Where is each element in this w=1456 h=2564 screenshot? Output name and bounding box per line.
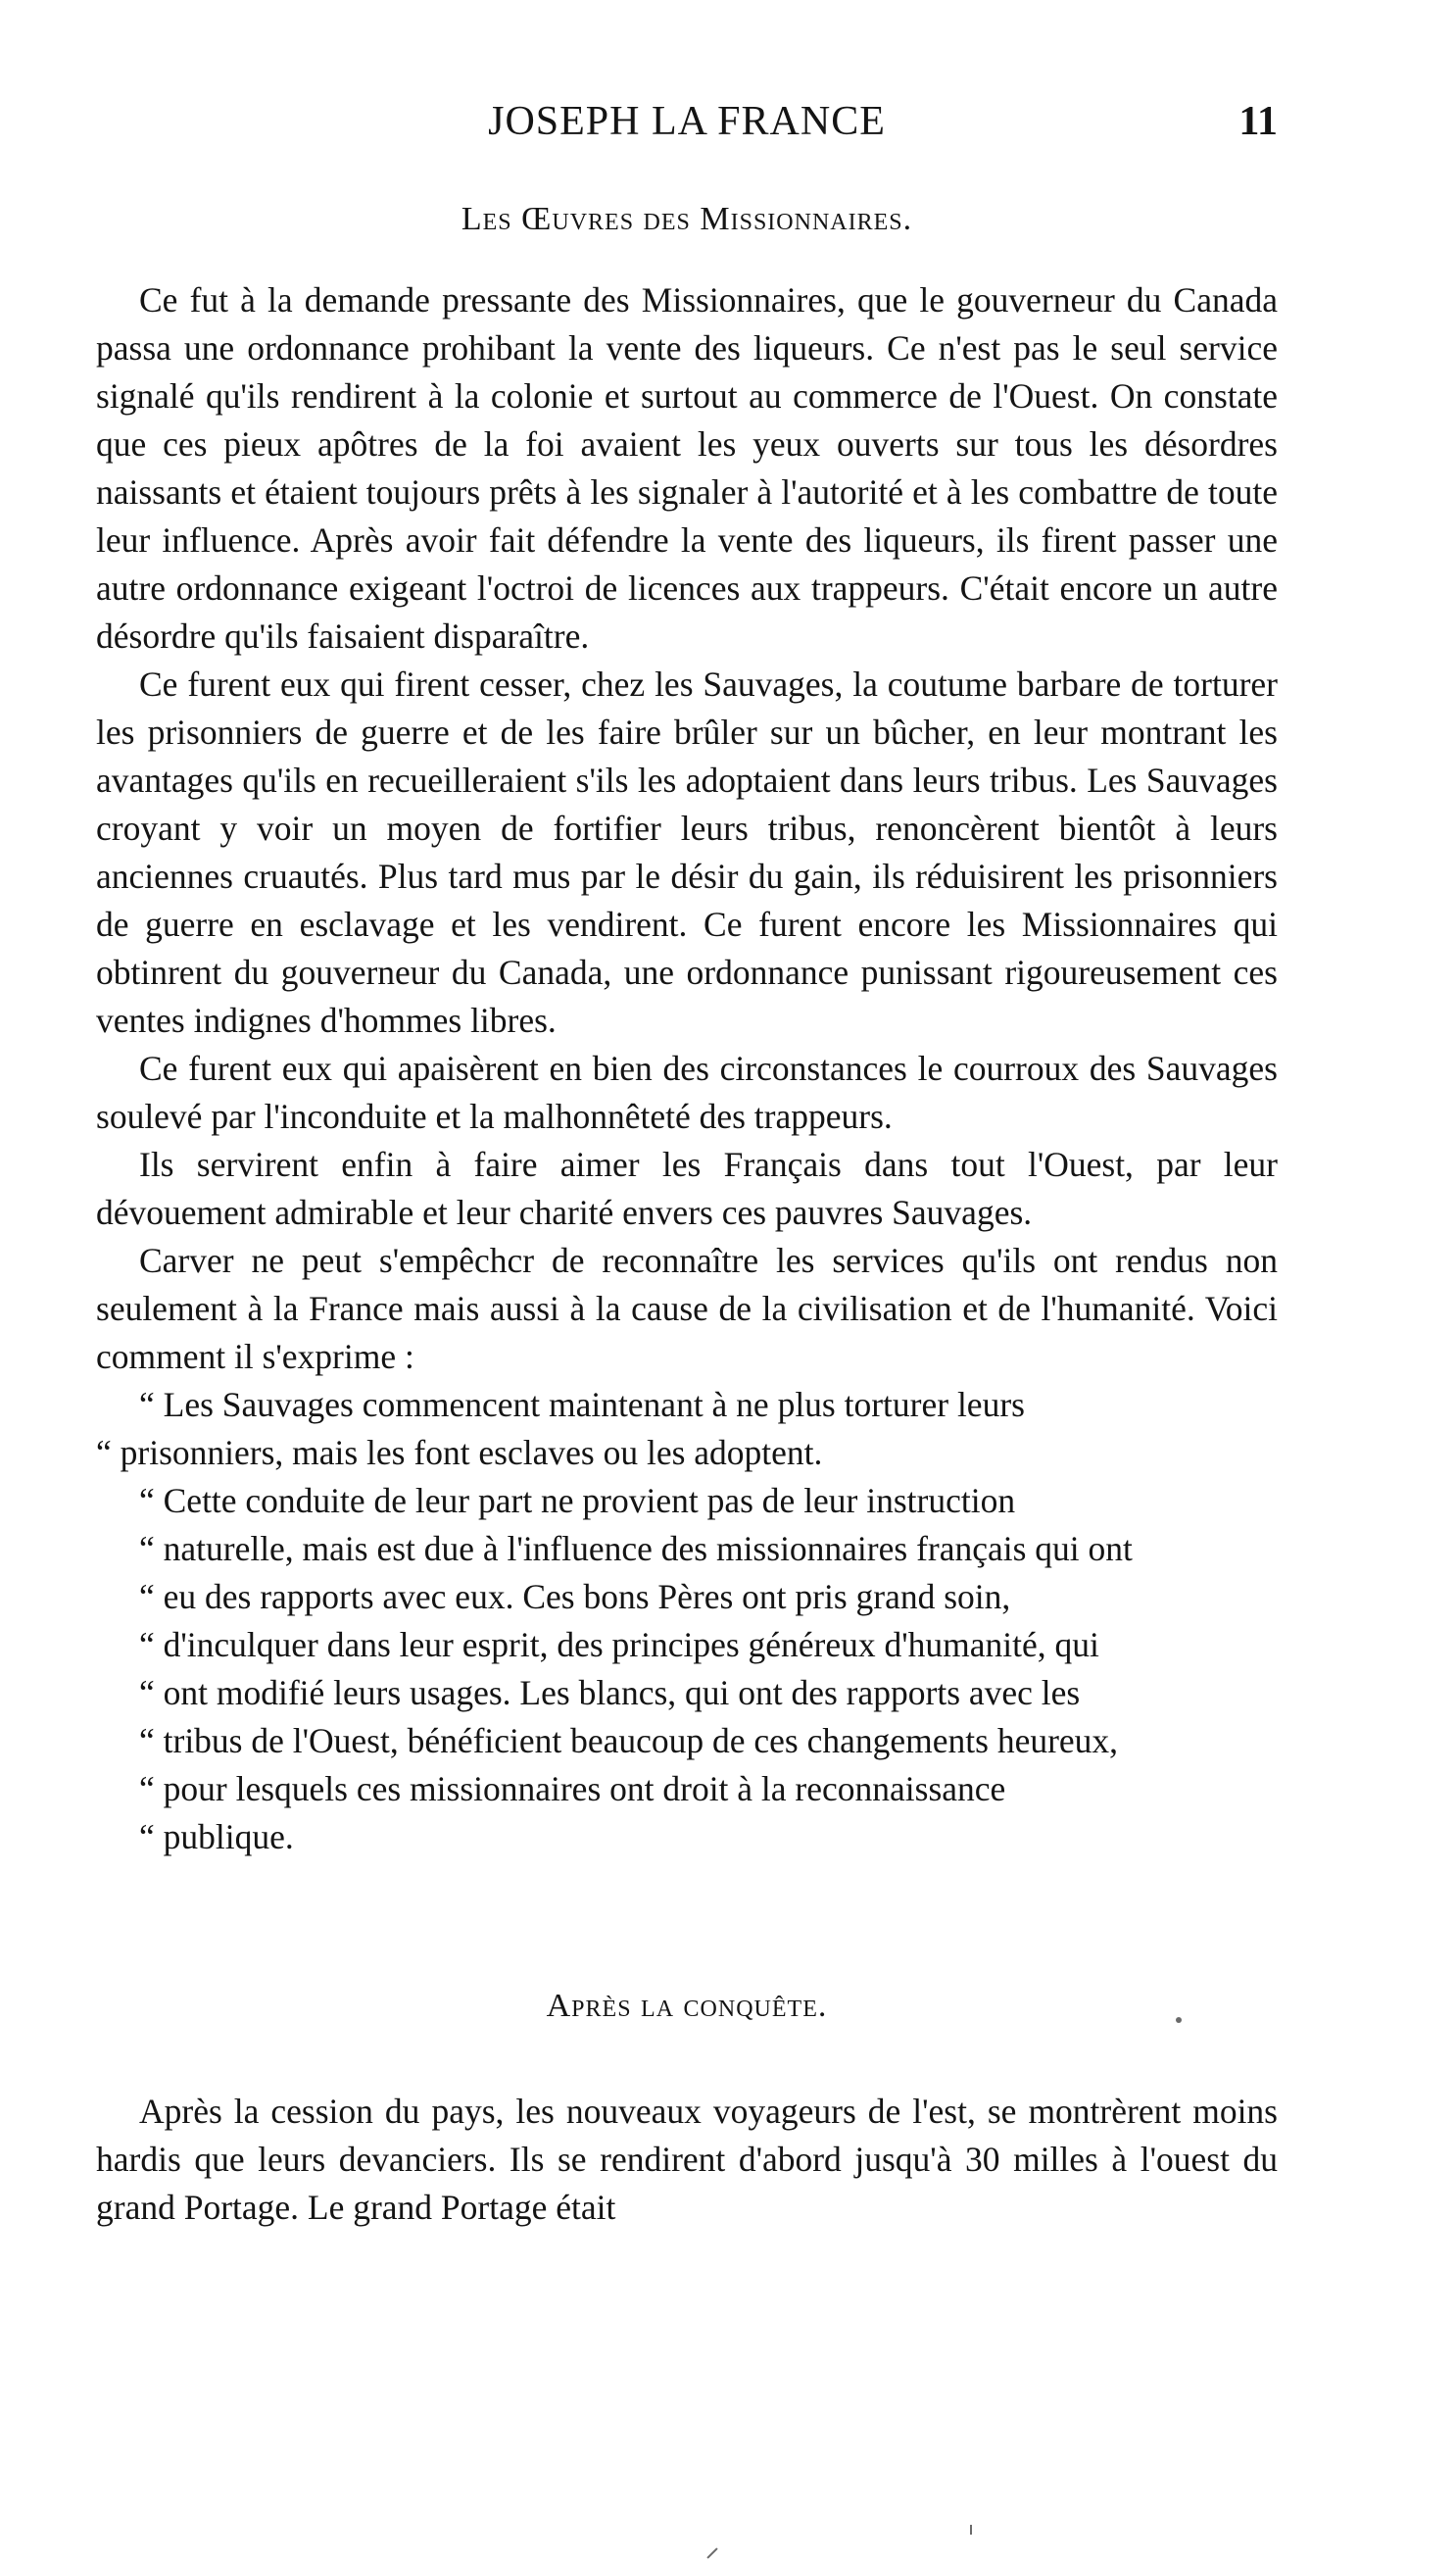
speck-mark	[970, 2525, 972, 2535]
running-head	[96, 98, 1278, 157]
paragraph: Ce furent eux qui apaisèrent en bien des circonstances le courroux des Sauvages soulevé par l'inconduite et la malhonnêteté des trappeurs.	[96, 1049, 1278, 1136]
quote-line: “ Les Sauvages commencent maintenant à ne plus torturer leurs	[139, 1385, 1025, 1424]
quote-line: “ publique.	[139, 1817, 294, 1856]
section-heading-after-conquest: Après la conquête.	[546, 1988, 828, 2024]
paragraph: Après la cession du pays, les nouveaux voyageurs de l'est, se montrèrent moins hardis que leurs devanciers. Ils se rendirent d'abord jusqu'à 30 milles à l'ouest du grand Portage. Le grand Portage était	[96, 2092, 1278, 2227]
section-body-missionaries	[96, 276, 1278, 1861]
section-body-after-conquest	[96, 2088, 1278, 2232]
quote-line: “ eu des rapports avec eux. Ces bons Pères ont pris grand soin,	[139, 1577, 1011, 1616]
quote-line: “ pour lesquels ces missionnaires ont droit à la reconnaissance	[139, 1769, 1006, 1808]
quote-line: “ tribus de l'Ouest, bénéficient beaucoup de ces changements heureux,	[139, 1721, 1119, 1760]
paragraph: Ce furent eux qui firent cesser, chez les Sauvages, la coutume barbare de torturer les prisonniers de guerre et de les faire brûler sur un bûcher, en leur montrant les avantages qu'ils en recueilleraient s'ils les adoptaient dans leurs tribus. Les Sauvages croyant y voir un moyen de fortifier leurs tribus, renoncèrent bientôt à leurs anciennes cruautés. Plus tard mus par le désir du gain, ils réduisirent les prisonniers de guerre en esclavage et les vendirent. Ce furent encore les Missionnaires qui obtinrent du gouverneur du Canada, une ordonnance punissant rigoureusement ces ventes indignes d'hommes libres.	[96, 665, 1278, 1040]
speck-mark	[706, 2547, 717, 2558]
paragraph: Ce fut à la demande pressante des Missionnaires, que le gouverneur du Canada passa une ordonnance prohibant la vente des liqueurs. Ce n'est pas le seul service signalé qu'ils rendirent à la colonie et surtout au commerce de l'Ouest. On constate que ces pieux apôtres de la foi avaient les yeux ouverts sur tous les désordres naissants et étaient toujours prêts à les signaler à l'autorité et à les combattre de toute leur influence. Après avoir fait défendre la vente des liqueurs, ils firent passer une autre ordonnance exigeant l'octroi de licences aux trappeurs. C'était encore un autre désordre qu'ils faisaient disparaître.	[96, 280, 1278, 656]
quote-paragraph	[96, 1381, 1278, 1477]
paragraph: Ils servirent enfin à faire aimer les Français dans tout l'Ouest, par leur dévouement admirable et leur charité envers ces pauvres Sauvages.	[96, 1145, 1278, 1232]
quote-line: “ d'inculquer dans leur esprit, des principes généreux d'humanité, qui	[139, 1625, 1099, 1664]
running-title: JOSEPH LA FRANCE	[488, 99, 886, 144]
page-number: 11	[1238, 99, 1278, 144]
speck-mark	[1176, 2017, 1182, 2023]
section-heading-missionaries: Les Œuvres des Missionnaires.	[461, 201, 913, 237]
quote-paragraph	[96, 1477, 1278, 1861]
quote-line: “ ont modifié leurs usages. Les blancs, qui ont des rapports avec les	[139, 1673, 1081, 1712]
quote-line: “ naturelle, mais est due à l'influence des missionnaires français qui ont	[139, 1529, 1133, 1568]
paragraph: Carver ne peut s'empêchcr de reconnaître les services qu'ils ont rendus non seulement à la France mais aussi à la cause de la civilisation et de l'humanité. Voici comment il s'exprime :	[96, 1241, 1278, 1376]
quote-line: “ Cette conduite de leur part ne provient pas de leur instruction	[139, 1481, 1016, 1520]
quote-line: “ prisonniers, mais les font esclaves ou les adoptent.	[96, 1433, 823, 1472]
